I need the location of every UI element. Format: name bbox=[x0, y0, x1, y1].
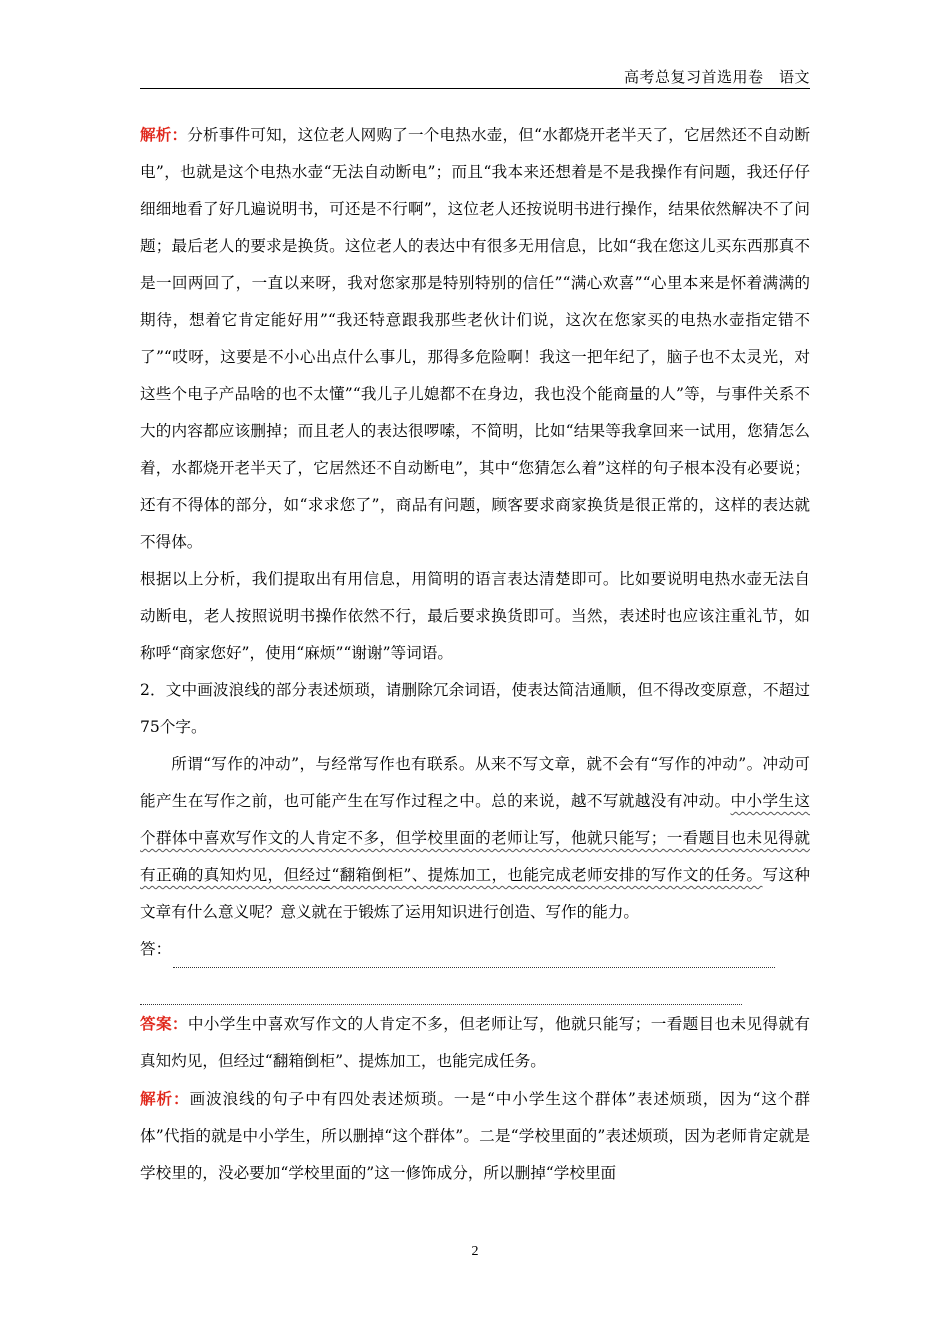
answer-prompt: 答： bbox=[140, 940, 172, 958]
analysis-2-label: 解析： bbox=[140, 1089, 190, 1108]
passage-plain: 所谓“写作的冲动”，与经常写作也有联系。从来不写文章，就不会有“写作的冲动”。冲动可能产生在写作之前，也可能产生在写作过程之中。总的来说，越不写就越没有冲动。 bbox=[140, 755, 810, 810]
analysis-text: 分析事件可知，这位老人网购了一个电热水壶，但“水都烧开老半天了，它居然还不自动断电”，也就是这个电热水壶“无法自动断电”；而且“我本来还想着是不是我操作有问题，我还仔仔细细地看了好几遍说明书，可还是不行啊”，这位老人还按说明书进行操作，结果依然解决不了问题；最后老人的要求是换货。这位老人的表达中有很多无用信息，比如“我在您这儿买东西那真不是一回两回了，一直以来呀，我对您家那是特别特别的信任”“满心欢喜”“心里本来是怀着满满的期待，想着它肯定能好用”“我还特意跟我那些老伙计们说，这次在您家买的电热水壶指定错不了”“哎呀，这要是不小心出点什么事儿，那得多危险啊！我这一把年纪了，脑子也不太灵光，对这些个电子产品啥的也不太懂”“我儿子儿媳都不在身边，我也没个能商量的人”等，与事件关系不大的内容都应该删掉；而且老人的表达很啰嗦，不简明，比如“结果等我拿回来一试用，您猜怎么着，水都烧开老半天了，它居然还不自动断电”，其中“您猜怎么着”这样的句子根本没有必要说；还有不得体的部分，如“求求您了”，商品有问题，顾客要求商家换货是很正常的，这样的表达就不得体。 bbox=[140, 126, 810, 551]
document-body bbox=[140, 116, 810, 1192]
header-title: 高考总复习首选用卷 语文 bbox=[623, 68, 810, 86]
answer-2 bbox=[140, 1005, 810, 1080]
analysis-2-text: 画波浪线的句子中有四处表述烦琐。一是“中小学生这个群体”表述烦琐，因为“这个群体”代指的就是中小学生，所以删掉“这个群体”。二是“学校里面的”表述烦琐，因为老师肯定就是学校里的，没必要加“学校里面的”这一修饰成分，所以删掉“学校里面 bbox=[140, 1090, 810, 1182]
question-2-prompt: 2．文中画波浪线的部分表述烦琐，请删除冗余词语，使表达简洁通顺，但不得改变原意，不超过75个字。 bbox=[140, 681, 810, 736]
passage-tail: 写这种文章有什么意义呢？意义就在于锻炼了运用知识进行创造、写作的能力。 bbox=[140, 866, 810, 921]
analysis-2 bbox=[140, 1080, 810, 1192]
analysis-1-continued: 根据以上分析，我们提取出有用信息，用简明的语言表达清楚即可。比如要说明电热水壶无法自动断电，老人按照说明书操作依然不行，最后要求换货即可。当然，表述时也应该注重礼节，如称呼“商家您好”，使用“麻烦”“谢谢”等词语。 bbox=[140, 570, 810, 662]
answer-line bbox=[140, 931, 810, 968]
answer-line-2 bbox=[140, 968, 810, 1005]
page-number: 2 bbox=[471, 1244, 479, 1259]
answer-text: 中小学生中喜欢写作文的人肯定不多，但老师让写，他就只能写；一看题目也未见得就有真知灼见，但经过“翻箱倒柜”、提炼加工，也能完成任务。 bbox=[140, 1015, 810, 1070]
header-rule bbox=[140, 88, 810, 89]
answer-blank-1[interactable] bbox=[173, 945, 775, 968]
answer-label: 答案： bbox=[140, 1014, 188, 1033]
passage-wavy-underlined: 中小学生这个群体中喜欢写作文的人肯定不多，但学校里面的老师让写，他就只能写；一看题目也未见得就有正确的真知灼见，但经过“翻箱倒柜”、提炼加工，也能完成老师安排的写作文的任务。 bbox=[140, 792, 810, 884]
analysis-label: 解析： bbox=[140, 125, 188, 144]
question-2-passage bbox=[140, 746, 810, 931]
answer-blank-2[interactable] bbox=[140, 982, 742, 1005]
analysis-1 bbox=[140, 116, 810, 561]
